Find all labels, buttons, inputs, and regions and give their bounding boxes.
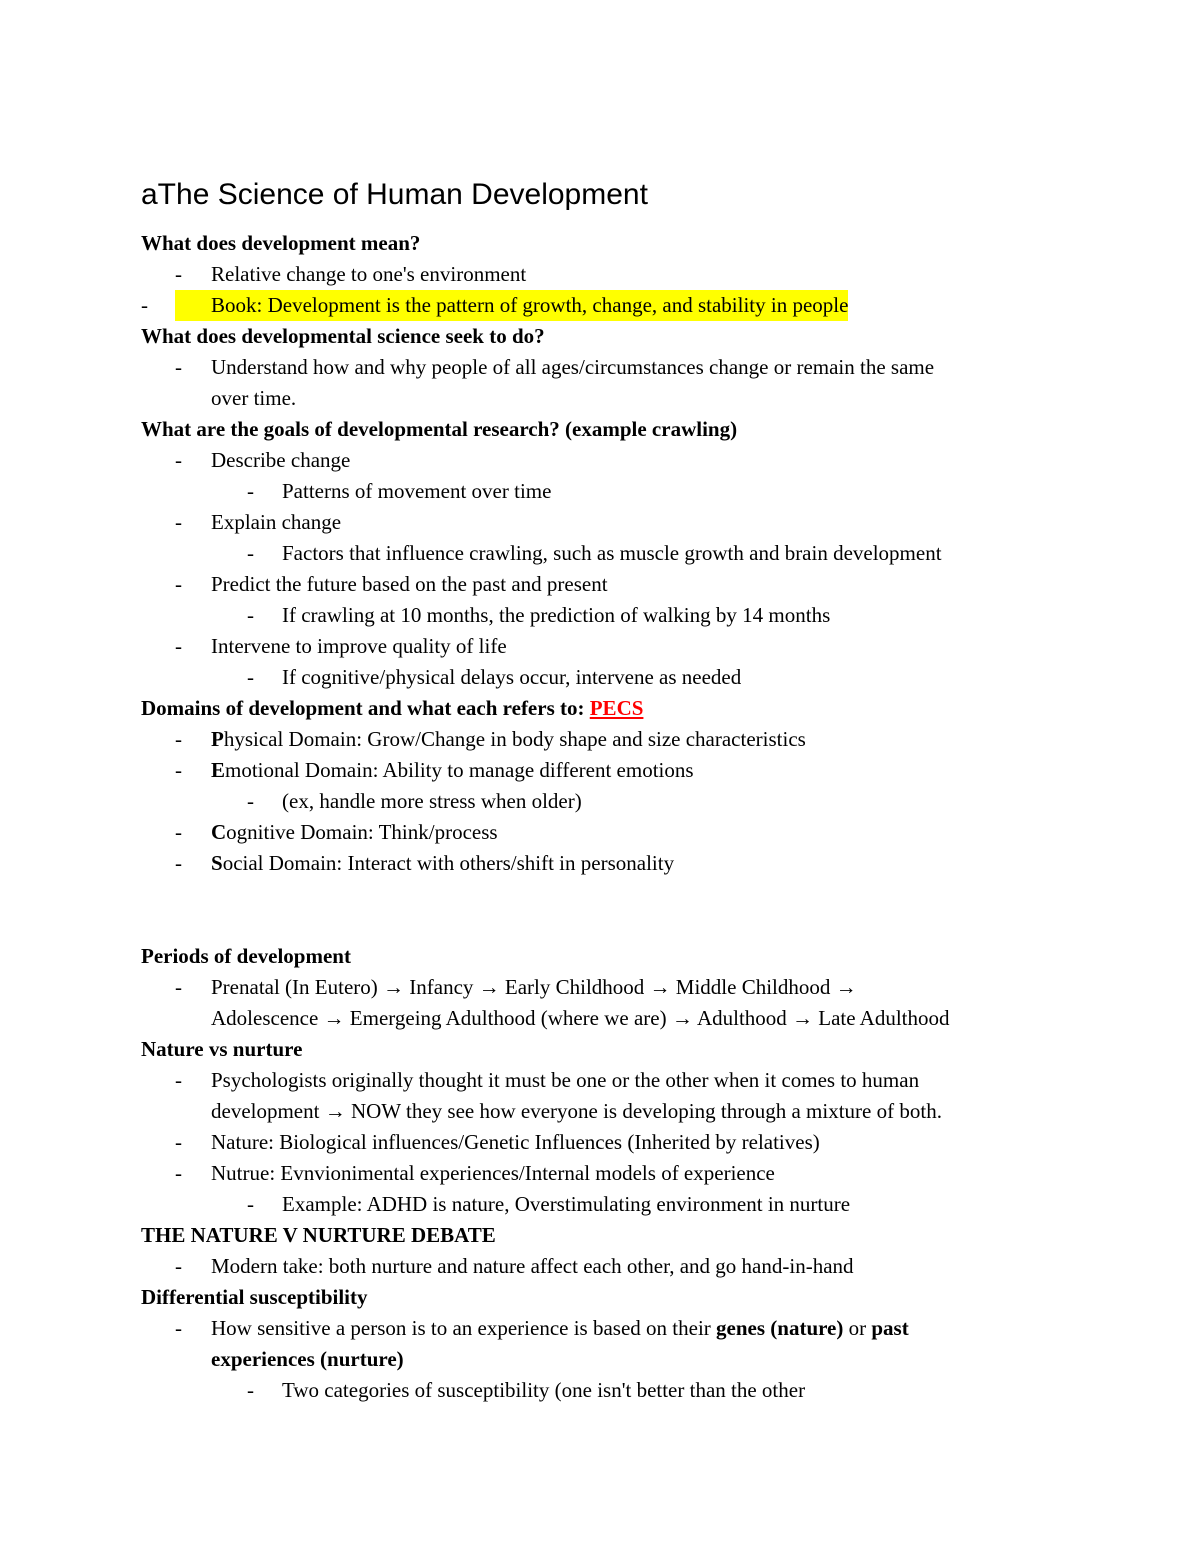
bullet-dash: - <box>247 1378 254 1402</box>
bullet-dash: - <box>175 1254 182 1278</box>
emphasis-genes: genes (nature) <box>716 1316 844 1340</box>
list-item-text: Predict the future based on the past and present <box>211 572 608 596</box>
section-heading-periods: Periods of development <box>141 944 351 968</box>
list-item-text: Explain change <box>211 510 342 534</box>
list-item <box>141 569 1101 600</box>
bullet-dash: - <box>175 1068 182 1092</box>
section-heading-research-goals: What are the goals of developmental research? (example crawling) <box>141 417 738 441</box>
bullet-dash: - <box>175 572 182 596</box>
list-item-text: Modern take: both nurture and nature affect each other, and go hand-in-hand <box>211 1254 854 1278</box>
sub-list-item <box>141 476 1101 507</box>
bullet-dash: - <box>247 665 254 689</box>
list-item-text: Psychologists originally thought it must be one or the other when it comes to human <box>211 1068 920 1092</box>
domain-initial: E <box>211 758 226 782</box>
list-item-text: motional Domain: Ability to manage different emotions <box>225 758 694 782</box>
list-item <box>141 1065 1101 1096</box>
bullet-dash: - <box>175 634 182 658</box>
list-item-text: Prenatal (In Eutero) → Infancy → Early Childhood → Middle Childhood → <box>211 975 857 999</box>
bullet-dash: - <box>247 479 254 503</box>
list-item-text: Intervene to improve quality of life <box>211 634 507 658</box>
sub-list-item <box>141 1189 1101 1220</box>
bullet-dash: - <box>247 541 254 565</box>
sub-list-item <box>141 600 1101 631</box>
bullet-dash: - <box>175 820 182 844</box>
bullet-dash: - <box>141 293 148 317</box>
bullet-dash: - <box>175 1316 182 1340</box>
bullet-dash: - <box>175 448 182 472</box>
list-item <box>141 817 1101 848</box>
list-item <box>141 631 1101 662</box>
list-item-text: Understand how and why people of all ages/circumstances change or remain the same <box>211 355 935 379</box>
list-item-text: ognitive Domain: Think/process <box>226 820 498 844</box>
bullet-dash: - <box>247 603 254 627</box>
list-item-text: If crawling at 10 months, the prediction of walking by 14 months <box>282 603 831 627</box>
bullet-dash: - <box>175 1130 182 1154</box>
list-item-continuation: Adolescence → Emergeing Adulthood (where we are) → Adulthood → Late Adulthood <box>211 1006 950 1030</box>
page-title: aThe Science of Human Development <box>141 178 648 211</box>
list-item <box>141 1251 1101 1282</box>
section-heading-developmental-science: What does developmental science seek to do? <box>141 324 545 348</box>
bullet-dash: - <box>175 727 182 751</box>
list-item-text: Nature: Biological influences/Genetic Influences (Inherited by relatives) <box>211 1130 820 1154</box>
sub-list-item <box>141 1375 1101 1406</box>
heading-text: Domains of development and what each refers to: <box>141 696 590 720</box>
list-item-text: Two categories of susceptibility (one isn't better than the other <box>282 1378 806 1402</box>
list-item <box>141 445 1101 476</box>
list-item <box>141 724 1101 755</box>
domain-initial: S <box>211 851 223 875</box>
list-item-text: Relative change to one's environment <box>211 262 527 286</box>
section-heading-nature-vs-nurture: Nature vs nurture <box>141 1037 303 1061</box>
bullet-dash: - <box>175 758 182 782</box>
domain-initial: P <box>211 727 224 751</box>
list-item-continuation: development → NOW they see how everyone is developing through a mixture of both. <box>211 1099 942 1123</box>
list-item <box>141 1313 1101 1344</box>
section-heading-development-meaning: What does development mean? <box>141 231 421 255</box>
list-item-text: Example: ADHD is nature, Overstimulating environment in nurture <box>282 1192 851 1216</box>
list-item-text: or <box>843 1316 872 1340</box>
list-item <box>141 507 1101 538</box>
highlight-mark <box>141 290 849 321</box>
bullet-dash: - <box>247 1192 254 1216</box>
list-item <box>141 1158 1101 1189</box>
bullet-dash: - <box>175 851 182 875</box>
list-item <box>141 352 1101 383</box>
list-item-text: (ex, handle more stress when older) <box>282 789 582 813</box>
bullet-dash: - <box>175 1161 182 1185</box>
list-item-continuation: over time. <box>211 386 297 410</box>
list-item-text: hysical Domain: Grow/Change in body shape and size characteristics <box>223 727 806 751</box>
sub-list-item <box>141 786 1101 817</box>
bullet-dash: - <box>247 789 254 813</box>
sub-list-item <box>141 538 1101 569</box>
bullet-dash: - <box>175 262 182 286</box>
section-heading-debate: THE NATURE V NURTURE DEBATE <box>141 1223 496 1247</box>
list-item <box>141 755 1101 786</box>
domain-initial: C <box>211 820 227 844</box>
list-item <box>141 259 1101 290</box>
document-body <box>141 228 1101 1406</box>
sub-list-item <box>141 662 1101 693</box>
list-item-text: Factors that influence crawling, such as muscle growth and brain development <box>282 541 942 565</box>
section-heading-differential-susceptibility: Differential susceptibility <box>141 1285 368 1309</box>
list-item <box>141 848 1101 879</box>
emphasis-past: past <box>871 1316 909 1340</box>
pecs-acronym: PECS <box>589 696 644 720</box>
list-item-text: ocial Domain: Interact with others/shift in personality <box>222 851 675 875</box>
list-item-highlighted <box>141 290 1101 321</box>
list-item-text: Book: Development is the pattern of growth, change, and stability in people <box>211 293 849 317</box>
list-item-text: Nutrue: Evnvionimental experiences/Internal models of experience <box>211 1161 775 1185</box>
bullet-dash: - <box>175 510 182 534</box>
bullet-dash: - <box>175 355 182 379</box>
list-item-text: If cognitive/physical delays occur, intervene as needed <box>282 665 742 689</box>
list-item-text: Patterns of movement over time <box>282 479 552 503</box>
list-item-text: How sensitive a person is to an experience is based on their <box>211 1316 717 1340</box>
list-item-continuation: experiences (nurture) <box>211 1347 404 1371</box>
bullet-dash: - <box>175 975 182 999</box>
list-item <box>141 1127 1101 1158</box>
list-item-text: Describe change <box>211 448 351 472</box>
section-heading-domains <box>141 693 1101 724</box>
list-item <box>141 972 1101 1003</box>
blank-space <box>141 879 1101 941</box>
